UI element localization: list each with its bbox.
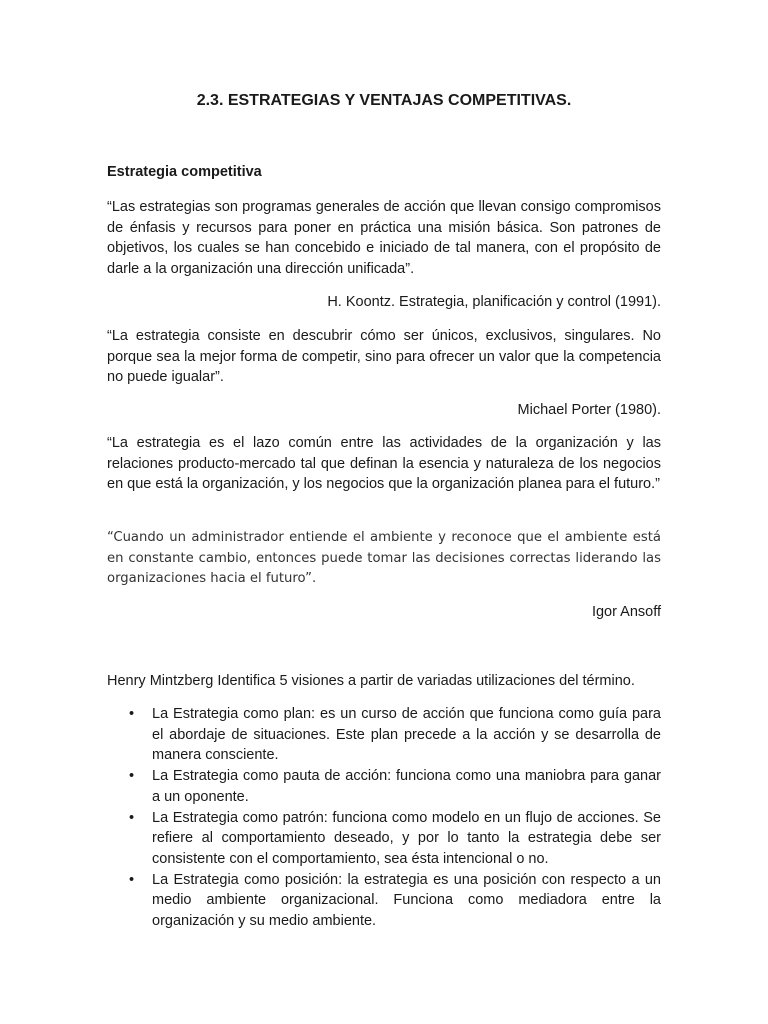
- list-item-text: La Estrategia como plan: es un curso de acción que funciona como guía para el abordaje de situaciones. Este plan precede a la acción y se desarrolla de manera consciente.: [152, 706, 661, 764]
- citation-koontz: H. Koontz. Estrategia, planificación y control (1991).: [327, 294, 661, 310]
- quote-porter: “La estrategia consiste en descubrir cómo ser únicos, exclusivos, singulares. No porque sea la mejor forma de competir, sino para ofrecer un valor que la competencia no puede igualar”.: [107, 328, 661, 386]
- list-item-text: La Estrategia como pauta de acción: funciona como una maniobra para ganar a un oponente.: [152, 768, 661, 805]
- list-item: [107, 808, 661, 870]
- list-item-text: La Estrategia como patrón: funciona como modelo en un flujo de acciones. Se refiere al comportamiento deseado, y por lo tanto la estrategia debe ser consistente con el comportamiento, sea ésta intencional o no.: [152, 809, 661, 867]
- page-title: 2.3. ESTRATEGIAS Y VENTAJAS COMPETITIVAS.: [196, 92, 572, 109]
- mintzberg-intro: Henry Mintzberg Identifica 5 visiones a partir de variadas utilizaciones del término.: [107, 673, 635, 689]
- citation-ansoff: Igor Ansoff: [591, 604, 661, 620]
- quote-koontz: “Las estrategias son programas generales de acción que llevan consigo compromisos de énfasis y recursos para poner en práctica una misión básica. Son patrones de objetivos, los cuales se han concebido e iniciado de tal manera, con el propósito de darle a la organización una dirección unificada”.: [107, 199, 661, 278]
- citation-porter: Michael Porter (1980).: [517, 402, 661, 418]
- bullet-icon: •: [129, 809, 135, 826]
- list-item-text: La Estrategia como posición: la estrategia es una posición con respecto a un medio ambiente organizacional. Funciona como mediadora entre la organización y su medio ambiente.: [152, 871, 661, 930]
- quote-ansoff: “Cuando un administrador entiende el ambiente y reconoce que el ambiente está en constante cambio, entonces puede tomar las decisiones correctas liderando las organizaciones hacia el futuro”.: [107, 530, 661, 587]
- bullet-icon: •: [129, 768, 135, 785]
- list-item: [107, 704, 661, 766]
- visions-list: [107, 704, 661, 932]
- bullet-icon: •: [129, 871, 135, 888]
- quote-organization: “La estrategia es el lazo común entre las actividades de la organización y las relaciones producto-mercado tal que definan la esencia y naturaleza de los negocios en que está la organización, y los negocios que la organización planea para el futuro.”: [107, 435, 661, 493]
- bullet-icon: •: [129, 706, 135, 722]
- list-item: [107, 870, 661, 932]
- list-item: [107, 766, 661, 807]
- section-heading: Estrategia competitiva: [107, 164, 262, 180]
